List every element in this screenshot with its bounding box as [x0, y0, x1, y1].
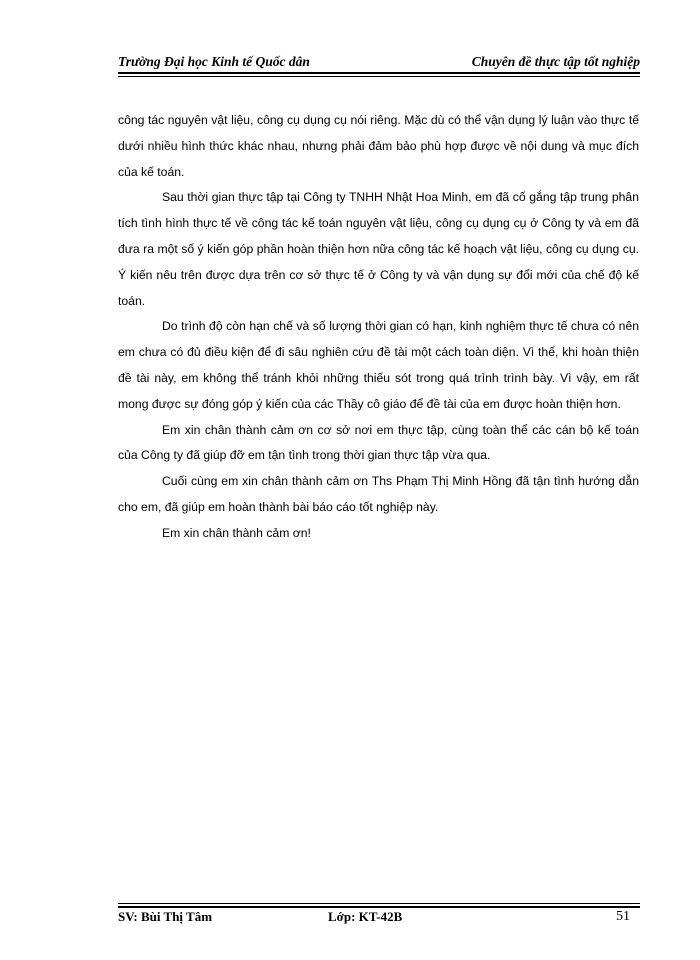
header-school-name: Trường Đại học Kinh tế Quốc dân [118, 54, 310, 69]
paragraph-continuation: công tác nguyên vật liệu, công cụ dụng cụ nói riêng. Mặc dù có thể vận dụng lý luận vào thực tế dưới nhiều hình thức khác nhau, nhưng phải đảm bảo phù hợp được về nội dung và mục đích của kế toán. [118, 113, 639, 179]
paragraph-limitations: Do trình độ còn hạn chế và số lượng thời gian có hạn, kinh nghiệm thực tế chưa có nên em chưa có đủ điều kiện để đi sâu nghiên cứu đề tài một cách toàn diện. Vì thế, khi hoàn thiện đề tài này, em không thể tránh khỏi những thiếu sót trong quá trình trình bày. Vì vậy, em rất mong được sự đóng góp ý kiến của các Thầy cô giáo để đề tài của em được hoàn thiện hơn. [118, 319, 639, 411]
footer-divider-thin [118, 903, 640, 904]
paragraph-closing: Em xin chân thành cảm ơn! [162, 525, 311, 540]
header-document-title: Chuyên đề thực tập tốt nghiệp [471, 54, 640, 69]
body-text [118, 108, 639, 547]
header-divider-thin [118, 76, 640, 77]
page-header [118, 52, 640, 74]
paragraph-thanks-company: Em xin chân thành cảm ơn cơ sở nơi em thực tập, cùng toàn thể các cán bộ kế toán của Công ty đã giúp đỡ em tận tình trong thời gian thực tập vừa qua. [118, 422, 639, 463]
page-number: 51 [616, 909, 630, 924]
footer-divider-thick [118, 906, 640, 908]
paragraph-internship-summary: Sau thời gian thực tập tại Công ty TNHH Nhật Hoa Minh, em đã cố gắng tập trung phân tích tình hình thực tế về công tác kế toán nguyên vật liệu, công cụ dụng cụ ở Công ty và em đã đưa ra một số ý kiến góp phần hoàn thiện hơn nữa công tác kế hoạch vật liệu, công cụ dụng cụ. Ý kiến nêu trên được dựa trên cơ sở thực tế ở Công ty và vận dụng sự đổi mới của chế độ kế toán. [118, 190, 639, 308]
page-footer [118, 909, 640, 929]
footer-student-name: SV: Bùi Thị Tâm [118, 909, 213, 924]
footer-class: Lớp: KT-42B [328, 909, 403, 924]
paragraph-thanks-advisor: Cuối cùng em xin chân thành cảm ơn Ths Phạm Thị Minh Hồng đã tận tình hướng dẫn cho em, đã giúp em hoàn thành bài báo cáo tốt nghiệp này. [118, 474, 639, 514]
header-divider-thick [118, 72, 640, 74]
